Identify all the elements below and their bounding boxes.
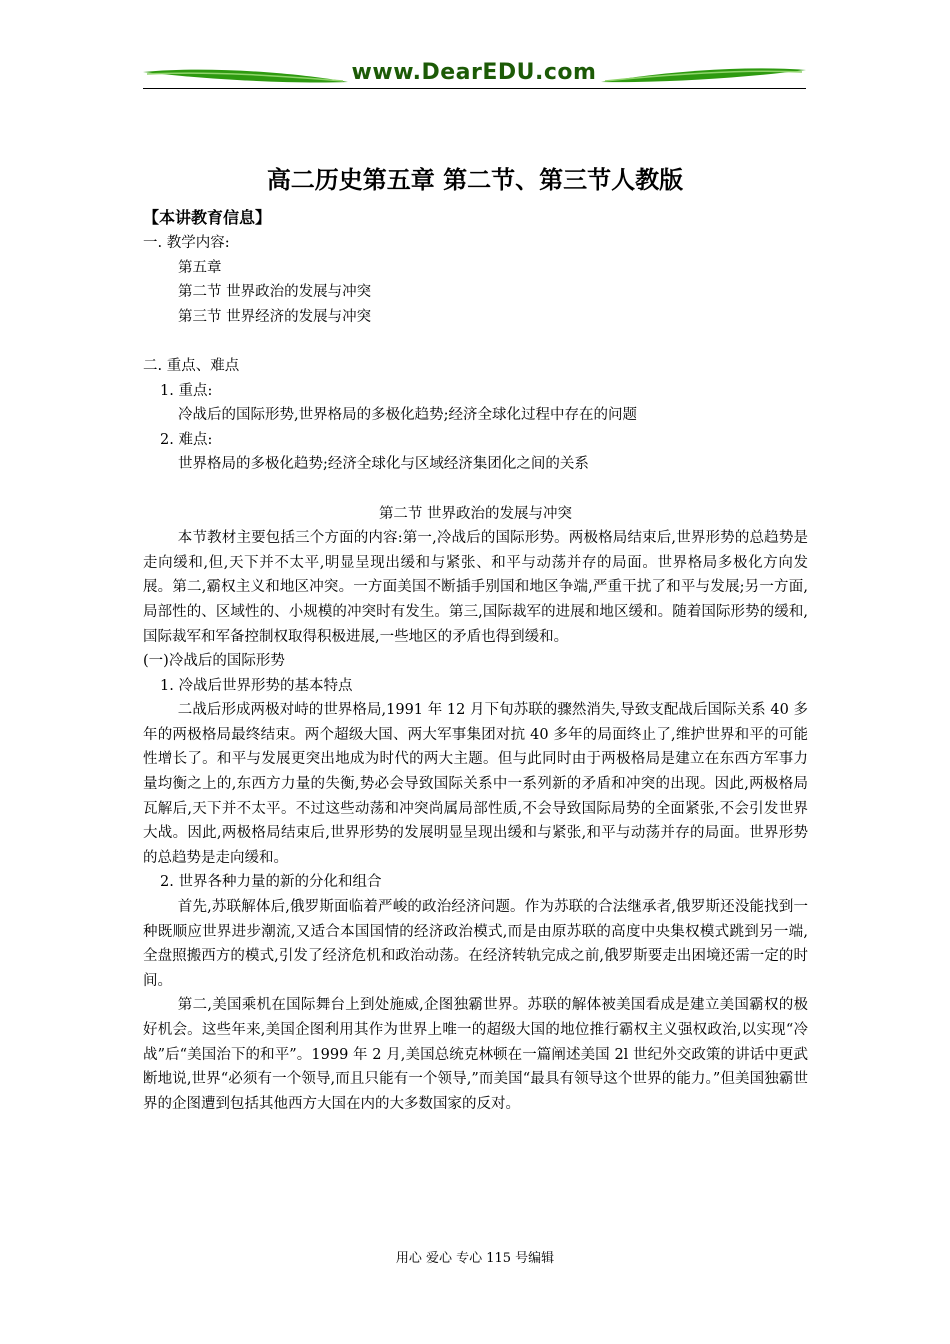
difficulties-label: 2. 难点:	[160, 431, 213, 448]
page-title: 高二历史第五章 第二节、第三节人教版	[266, 166, 684, 194]
subsection-heading: (一)冷战后的国际形势	[143, 653, 285, 670]
subsection-item-heading: 1. 冷战后世界形势的基本特点	[160, 677, 353, 694]
subsection-item-heading: 2. 世界各种力量的新的分化和组合	[160, 874, 382, 891]
key-points-text: 冷战后的国际形势,世界格局的多极化趋势;经济全球化过程中存在的问题	[178, 407, 637, 424]
intro-paragraph: 本节教材主要包括三个方面的内容:第一,冷战后的国际形势。两极格局结束后,世界形势的总趋势是走向缓和,但,天下并不太平,明显呈现出缓和与紧张、和平与动荡并存的局面。世界格局多极化方向发展。第二,霸权主义和地区冲突。一方面美国不断插手别国和地区争端,严重干扰了和平与发展;另一方面,局部性的、区域性的、小规模的冲突时有发生。第三,国际裁军的进展和地区缓和。随着国际形势的缓和,国际裁军和军备控制权取得积极进展,一些地区的矛盾也得到缓和。	[143, 530, 808, 645]
body-paragraph: 第二,美国乘机在国际舞台上到处施威,企图独霸世界。苏联的解体被美国看成是建立美国霸权的极好机会。这些年来,美国企图利用其作为世界上唯一的超级大国的地位推行霸权主义强权政治,以实现“冷战”后“美国治下的和平”。1999 年 2 月,美国总统克林顿在一篇阐述美国 2l 世纪外交政策的讲话中更武断地说,世界“必须有一个领导,而且只能有一个领导,”而美国“最具有领导这个世界的能力。”但美国独霸世界的企图遭到包括其他西方大国在内的大多数国家的反对。	[143, 997, 808, 1112]
header-rule	[143, 88, 806, 89]
spacer	[143, 477, 808, 502]
site-url: www.DearEDU.com	[351, 60, 597, 85]
body-paragraph: 二战后形成两极对峙的世界格局,1991 年 12 月下旬苏联的骤然消失,导致支配战后国际关系 40 多年的两极格局最终结束。两个超级大国、两大军事集团对抗 40 多年的局面终止了,维护世界和平的可能性增长了。和平与发展更突出地成为时代的两大主题。但与此同时由于两极格局是建立在东西方军事力量均衡之上的,东西方力量的失衡,势必会导致国际关系中一系列新的矛盾和冲突的出现。因此,两极格局瓦解后,天下并不太平。不过这些动荡和冲突尚属局部性质,不会导致国际局势的全面紧张,不会引发世界大战。因此,两极格局结束后,世界形势的发展明显呈现出缓和与紧张,和平与动荡并存的局面。世界形势的总趋势是走向缓和。	[143, 702, 808, 866]
section-label: 【本讲教育信息】	[143, 208, 272, 227]
difficulties-text: 世界格局的多极化趋势;经济全球化与区域经济集团化之间的关系	[178, 456, 589, 473]
key-points-label: 1. 重点:	[160, 382, 213, 399]
content-item: 第二节 世界政治的发展与冲突	[178, 284, 372, 301]
spacer	[143, 329, 808, 354]
part2-heading: 二. 重点、难点	[143, 357, 240, 374]
content-item: 第五章	[178, 259, 222, 276]
section-title: 第二节 世界政治的发展与冲突	[378, 505, 573, 522]
content-item: 第三节 世界经济的发展与冲突	[178, 308, 372, 325]
page-footer: 用心 爱心 专心 115 号编辑	[395, 1251, 555, 1266]
part1-heading: 一. 教学内容:	[143, 235, 230, 251]
document-body	[143, 205, 808, 1116]
body-paragraph: 首先,苏联解体后,俄罗斯面临着严峻的政治经济问题。作为苏联的合法继承者,俄罗斯还没能找到一种既顺应世界进步潮流,又适合本国国情的经济政治模式,而是由原苏联的高度中央集权模式跳到另一端,全盘照搬西方的模式,引发了经济危机和政治动荡。在经济转轨完成之前,俄罗斯要走出困境还需一定的时间。	[143, 899, 808, 989]
